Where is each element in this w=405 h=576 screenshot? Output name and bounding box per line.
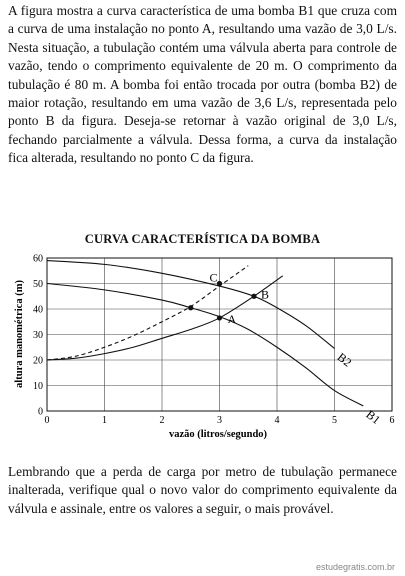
x-tick-label: 3 — [217, 415, 222, 426]
series-label-b1: B1 — [363, 407, 384, 427]
x-tick-label: 6 — [389, 415, 395, 426]
point-label-c: C — [209, 270, 218, 285]
y-tick-label: 30 — [33, 330, 43, 341]
y-tick-label: 20 — [33, 355, 43, 367]
series-label-b2: B2 — [334, 349, 355, 370]
x-tick-label: 1 — [102, 415, 107, 426]
series-line-2 — [47, 276, 283, 360]
y-tick-label: 50 — [33, 279, 43, 290]
x-tick-label: 4 — [274, 415, 280, 426]
series-line-b1 — [47, 284, 363, 406]
x-tick-label: 5 — [332, 415, 337, 426]
y-axis-label: altura manométrica (m) — [14, 280, 25, 388]
x-axis-label: vazão (litros/segundo) — [168, 429, 268, 440]
series-line-3 — [47, 266, 248, 360]
point-label-a: A — [227, 311, 237, 326]
chart-title: CURVA CARACTERÍSTICA DA BOMBA — [84, 232, 321, 246]
series-layer — [44, 261, 384, 427]
intro-paragraph: A figura mostra a curva característica de uma bomba B1 que cruza com a curva de uma instalação no ponto A, resultando uma vazão de 3,0 L/s. Nesta situação, a tubulação contém uma válvula aberta para controle de vazão, tendo o comprimento equivalente de 20 m. O comprimento da tubulação é 80 m. A bomba foi então trocada por outra (bomba B2) de maior rotação, resultando em uma vazão de 3,6 L/s, representada pelo ponto B da figura. Deseja-se retornar à vazão original de 3,0 L/s, fechando parcialmente a válvula. Dessa forma, a curva da instalação fica alterada, resultando no ponto C da figura. — [8, 3, 397, 166]
point-b — [251, 294, 256, 299]
site-watermark: estudegratis.com.br — [315, 562, 395, 572]
point-a — [217, 315, 222, 320]
points-layer — [188, 271, 269, 326]
y-tick-label: 40 — [33, 304, 43, 316]
x-tick-label: 2 — [159, 415, 165, 426]
question-paragraph: Lembrando que a perda de carga por metro de tubulação permanece inalterada, verifique qual o novo valor do comprimento equivalente da válvula e assinale, entre os valores a seguir, o mais provável. — [8, 464, 397, 516]
pump-curve-chart — [0, 250, 405, 445]
x-tick-label: 0 — [44, 415, 50, 426]
y-tick-label: 0 — [38, 406, 43, 418]
series-line-b2 — [47, 261, 335, 349]
y-tick-label: 60 — [33, 253, 43, 265]
point-marker — [188, 305, 193, 310]
point-c — [217, 281, 222, 286]
point-label-b: B — [261, 287, 270, 302]
y-tick-label: 10 — [33, 381, 43, 392]
